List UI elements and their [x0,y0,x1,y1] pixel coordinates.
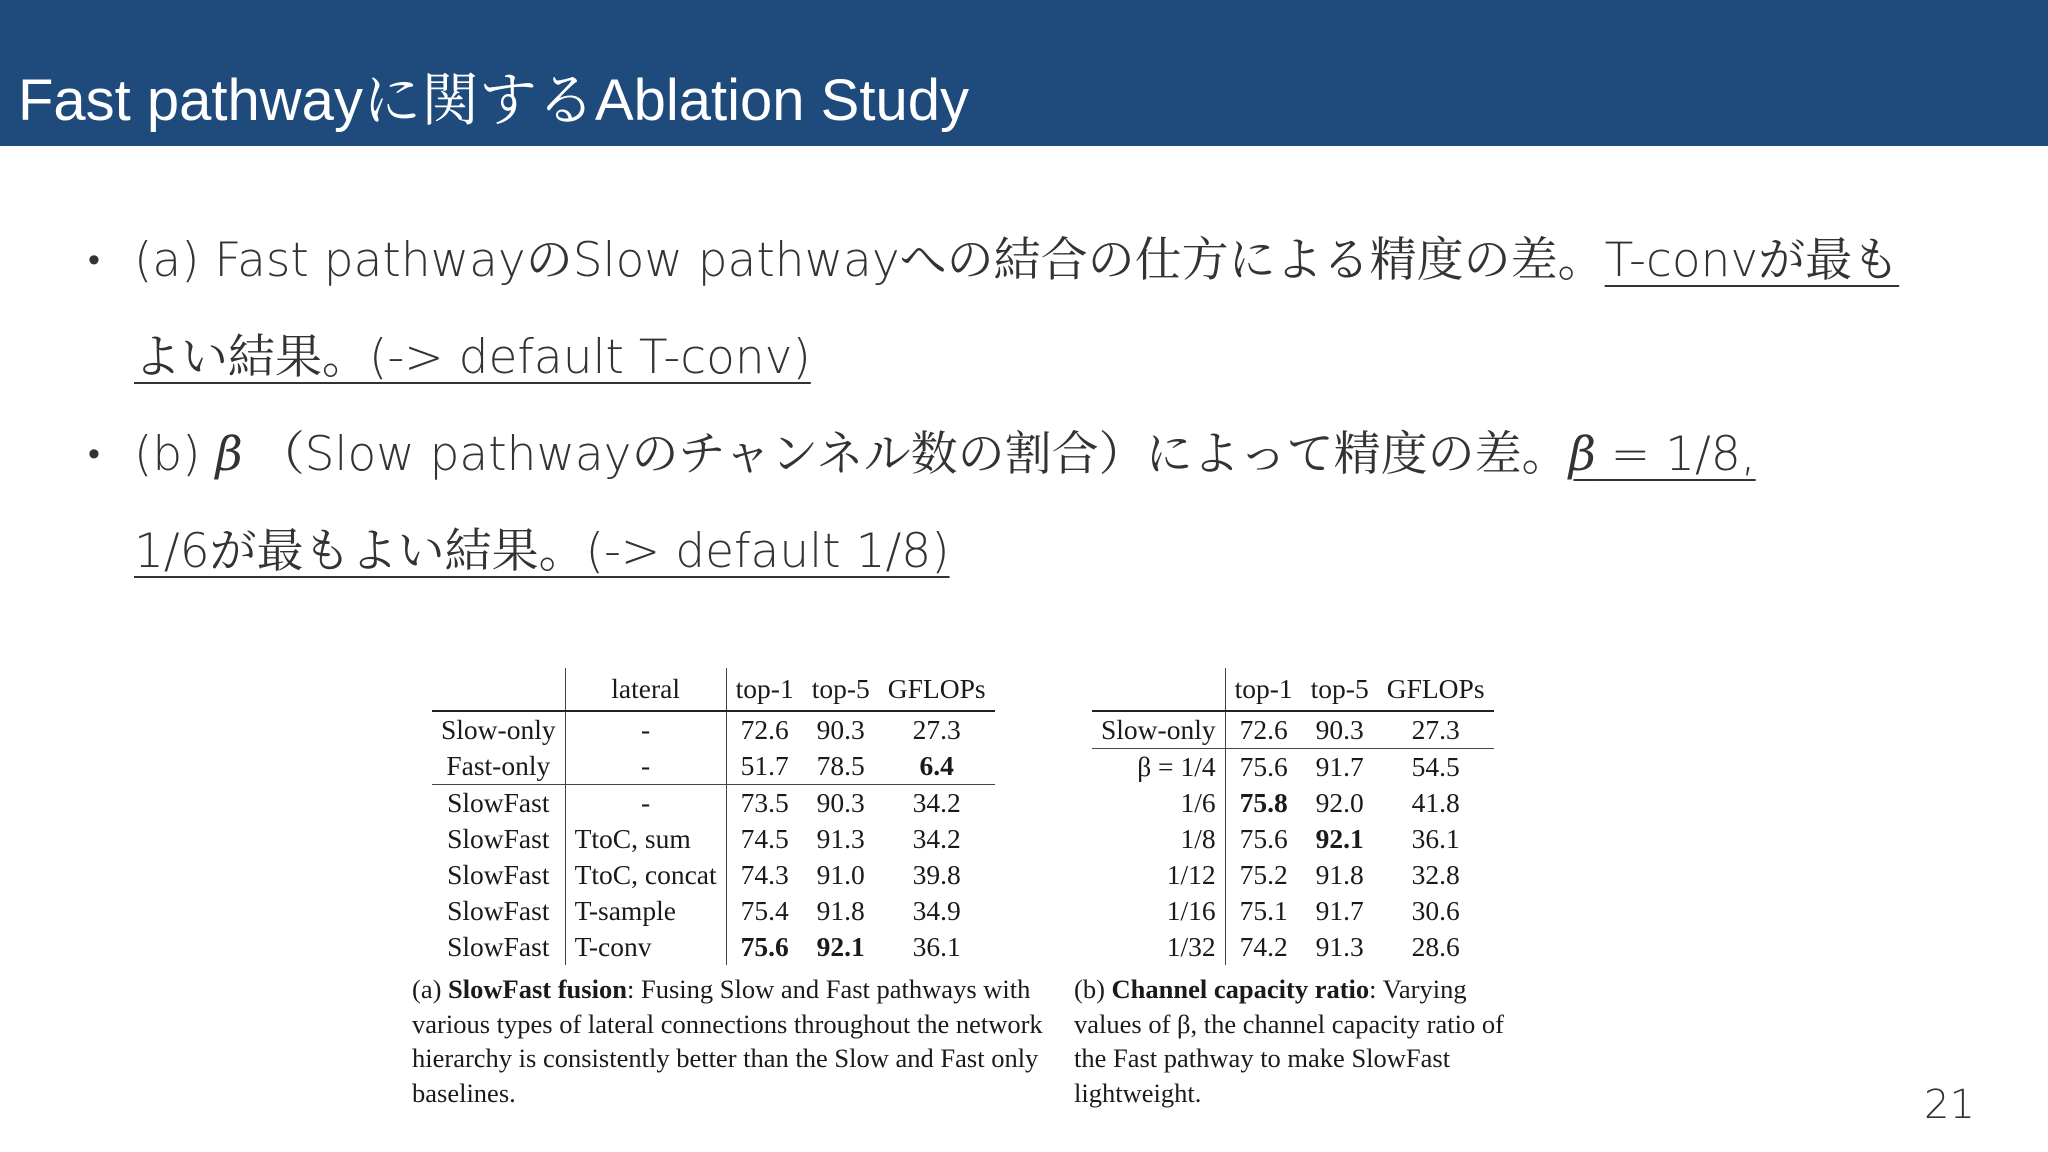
table-cell: 75.8 [1239,787,1288,818]
table-cell: 91.3 [816,823,865,854]
caption-a-bold: SlowFast fusion [448,974,627,1004]
table-cell: TtoC, concat [565,857,726,893]
table-cell: 27.3 [1411,714,1460,745]
table-cell: 34.2 [879,785,995,822]
table-cell: 90.3 [816,714,865,745]
table-header-cell: GFLOPs [1378,668,1494,711]
table-cell: 1/16 [1092,893,1225,929]
table-cell: 75.6 [1239,823,1288,854]
table-cell: - [565,785,726,822]
bullet-list [88,212,1968,600]
table-cell: Fast-only [432,748,565,785]
table-header-cell: top-1 [1225,668,1302,711]
table-cell: TtoC, sum [565,821,726,857]
table-row [432,711,995,748]
table-cell: 75.2 [1239,859,1288,890]
bullet-b-underlined-1-text: = 1/8, [1595,427,1756,482]
table-cell: 1/8 [1092,821,1225,857]
table-cell: 41.8 [1411,787,1460,818]
table-cell: 90.3 [803,785,879,822]
bullet-b-underlined-2: 1/6が最もよい結果。(-> default 1/8) [134,524,950,579]
slide-title: Fast pathwayに関するAblation Study [18,68,969,133]
table-header-row [1092,668,1494,711]
table-row [1092,749,1494,786]
table-cell: 1/32 [1092,929,1225,965]
bullet-b-text: （Slow pathwayのチャンネル数の割合）によって精度の差。 [242,427,1569,482]
table-row [1092,785,1494,821]
table-row [1092,929,1494,965]
table-cell: SlowFast [432,785,565,822]
table-header-cell: lateral [565,668,726,711]
table-cell: 92.1 [1315,823,1364,854]
table-cell: 91.7 [1302,749,1378,786]
table-cell: 73.5 [726,785,803,822]
bullet-dot: • [88,434,100,474]
table-cell: 36.1 [1411,823,1460,854]
table-cell: 74.2 [1239,931,1288,962]
table-cell: SlowFast [432,893,565,929]
caption-a-text: : Fusing Slow and Fast pathways with various types of lateral connections throughout the network hierarchy is consistently better than the Slow and Fast only baselines. [412,974,1043,1108]
caption-b-bold: Channel capacity ratio [1111,974,1370,1004]
table-cell: 28.6 [1411,931,1460,962]
table-row [432,821,995,857]
table-cell: 75.4 [740,895,789,926]
table-cell: 6.4 [919,750,954,781]
beta-symbol: β [215,427,243,482]
table-slowfast-fusion [432,668,995,965]
table-cell: 34.2 [912,823,961,854]
table-cell: Slow-only [432,711,565,748]
table-header-cell: top-1 [726,668,803,711]
table-cell: 39.8 [912,859,961,890]
table-row [432,785,995,822]
table-cell: 72.6 [740,714,789,745]
table-cell: SlowFast [432,929,565,965]
table-cell: 78.5 [816,750,865,781]
table-cell: 1/12 [1092,857,1225,893]
table-cell: T-conv [565,929,726,965]
table-cell: 90.3 [1315,714,1364,745]
table-cell: 34.9 [912,895,961,926]
bullet-item-b [88,406,1968,600]
bullet-a-underlined-2: よい結果。(-> default T-conv) [134,330,811,385]
table-row [1092,821,1494,857]
table-channel-capacity [1092,668,1494,965]
table-cell: 51.7 [740,750,789,781]
table-cell: 75.1 [1239,895,1288,926]
caption-b [1074,972,1522,1110]
table-cell: 91.8 [816,895,865,926]
table-cell: Slow-only [1092,711,1225,749]
table-header-cell: top-5 [803,668,879,711]
table-row [432,893,995,929]
bullet-dot: • [88,240,100,280]
table-cell: 32.8 [1411,859,1460,890]
table-cell: 72.6 [1239,714,1288,745]
table-cell: - [565,748,726,785]
table-cell: SlowFast [432,821,565,857]
table-cell: T-sample [565,893,726,929]
table-cell: 30.6 [1411,895,1460,926]
bullet-a-text: (a) Fast pathwayのSlow pathwayへの結合の仕方による精度の差。 [134,233,1605,288]
table-cell: 75.6 [1225,749,1302,786]
table-row [1092,857,1494,893]
table-cell: 91.8 [1315,859,1364,890]
caption-a [412,972,1052,1110]
table-cell: 75.6 [740,931,789,962]
table-cell: 91.3 [1315,931,1364,962]
table-cell: - [565,711,726,748]
table-row [1092,893,1494,929]
bullet-item-a [88,212,1968,406]
bullet-a-underlined-1: T-convが最も [1604,233,1900,288]
table-cell: β = 1/4 [1092,749,1225,786]
table-cell: 92.1 [816,931,865,962]
table-header-row [432,668,995,711]
table-cell: 74.3 [740,859,789,890]
table-cell: 36.1 [912,931,961,962]
bullet-b-label: (b) [134,427,216,482]
table-row [432,748,995,785]
caption-b-text: : Varying values of β, the channel capacity ratio of the Fast pathway to make SlowFast lightweight. [1074,974,1504,1108]
table-cell: 1/6 [1092,785,1225,821]
table-header-cell: GFLOPs [879,668,995,711]
table-header-cell [432,668,565,711]
table-row [432,929,995,965]
bullet-b-underlined-1 [1569,427,1756,482]
table-cell: 91.0 [816,859,865,890]
caption-b-prefix: (b) [1074,974,1112,1004]
table-header-cell [1092,668,1225,711]
table-cell: 92.0 [1315,787,1364,818]
table-cell: 74.5 [740,823,789,854]
table-cell: 27.3 [912,714,961,745]
beta-symbol: β [1568,427,1596,482]
page-number: 21 [1924,1082,1975,1128]
table-cell: 91.7 [1315,895,1364,926]
table-header-cell: top-5 [1302,668,1378,711]
table-row [1092,711,1494,749]
caption-a-prefix: (a) [412,974,449,1004]
table-row [432,857,995,893]
title-bar [0,0,2048,146]
table-cell: SlowFast [432,857,565,893]
table-cell: 54.5 [1378,749,1494,786]
